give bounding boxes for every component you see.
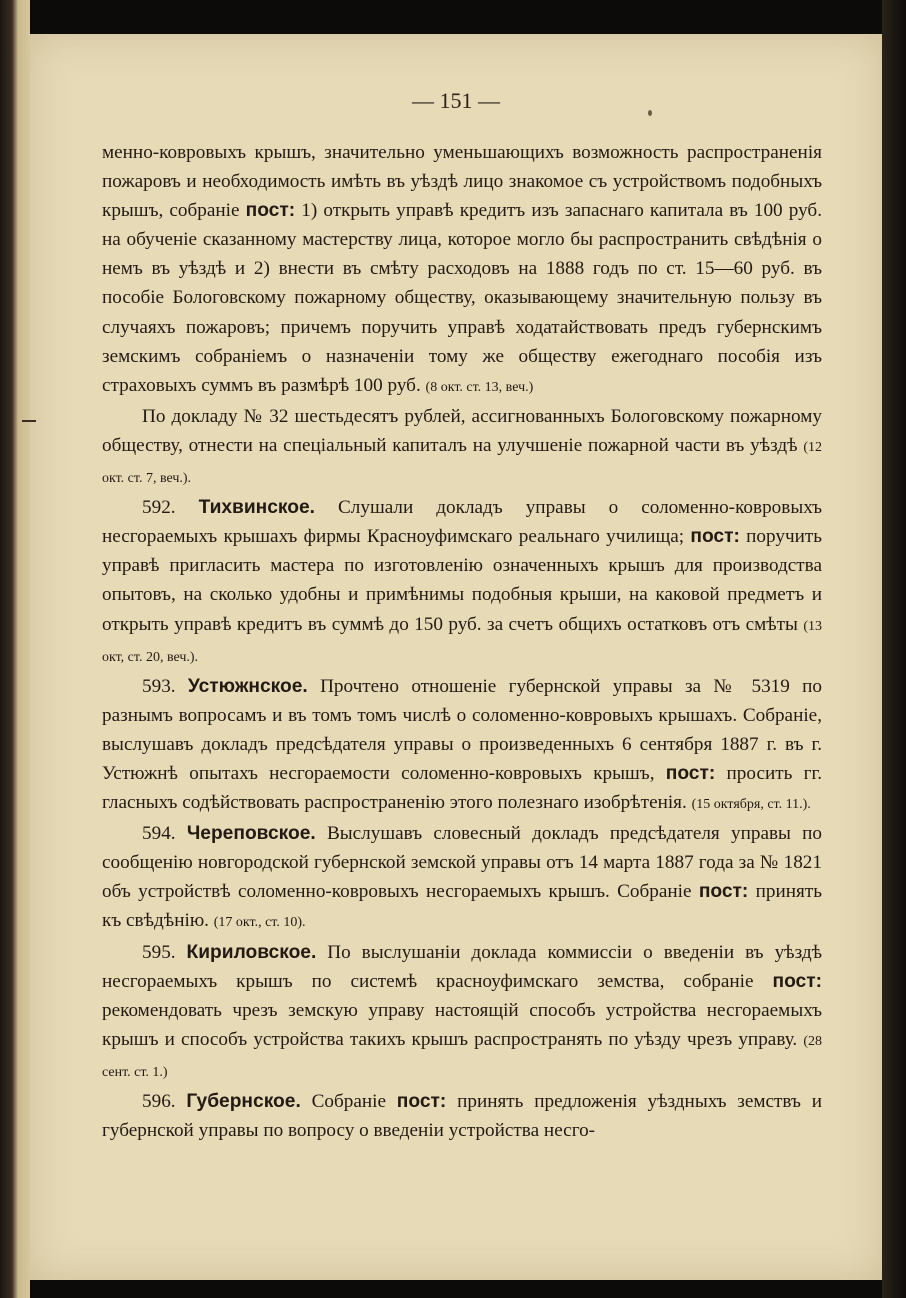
text-run: рекомендовать чрезъ земскую управу настоящій способъ устройства несгораемыхъ крышъ и способъ устройства такихъ крышъ распространять по уѣзду чрезъ управу. xyxy=(102,999,822,1050)
text-run: 595. xyxy=(142,941,187,963)
text-run: принять къ свѣдѣнію. xyxy=(102,881,822,932)
session-reference: (13 окт, ст. 20, веч.). xyxy=(102,618,822,665)
text-run: 593. xyxy=(142,675,188,697)
section-heading: Губернское. xyxy=(186,1091,301,1112)
text-run: Собраніе xyxy=(300,1091,397,1112)
section-heading: Череповское. xyxy=(186,823,316,845)
text-run: 592. xyxy=(142,497,199,519)
section-heading: Тихвинское. xyxy=(198,497,315,519)
margin-mark xyxy=(22,420,36,422)
text-run: 594. xyxy=(142,823,187,845)
paragraph xyxy=(102,402,822,493)
page-text xyxy=(102,138,822,1145)
paragraph xyxy=(102,1087,822,1145)
page-edge xyxy=(882,0,906,1298)
text-run: 596. xyxy=(142,1091,187,1112)
paragraph xyxy=(102,819,822,937)
resolution-marker: пост: xyxy=(690,526,740,548)
text-run: По выслушаніи доклада коммиссіи о введеніи въ уѣздѣ несгораемыхъ крышъ по системѣ красноуфимскаго земства, собраніе xyxy=(102,941,822,992)
text-run: просить гг. гласныхъ содѣйствовать распространенію этого полезнаго изобрѣтенія. xyxy=(102,762,822,814)
text-run: 1) открыть управѣ кредитъ изъ запаснаго капитала въ 100 руб. на обученіе сказанному мастерству лица, которое могло бы распространить свѣдѣнія о немъ въ уѣздѣ и 2) внести въ смѣту расходовъ на 1888 годъ по ст. 15—60 руб. въ пособіе Бологовскому пожарному обществу, оказывающему значительную пользу въ случаяхъ пожаровъ; причемъ поручить управѣ ходатайствовать предъ губернскимъ земскимъ собраніемъ о назначеніи тому же обществу ежегоднаго пособія изъ страховыхъ суммъ въ размѣрѣ 100 руб. xyxy=(102,200,822,396)
text-run: менно-ковровыхъ крышъ, значительно уменьшающихъ возможность распространенія пожаровъ и необходимость имѣть въ уѣздѣ лицо знакомое съ устройствомъ подобныхъ крышъ, собраніе xyxy=(102,142,822,222)
session-reference: (28 сент. ст. 1.) xyxy=(102,1033,822,1080)
text-run: поручить управѣ пригласить мастера по изготовленію означенныхъ крышъ для производства опытовъ, на сколько удобны и примѣнимы подобныя крыши, на каковой предметъ и открыть управѣ кредитъ въ суммѣ до 150 руб. за счетъ общихъ остатковъ отъ смѣты xyxy=(102,526,823,635)
book-page xyxy=(30,34,882,1280)
paragraph xyxy=(102,138,822,402)
text-run: принять предложенія уѣздныхъ земствъ и губернской управы по вопросу о введеніи устройства несго- xyxy=(102,1091,823,1142)
paragraph xyxy=(102,672,822,819)
resolution-marker: пост: xyxy=(665,762,716,784)
resolution-marker: пост: xyxy=(772,970,822,992)
book-spine xyxy=(0,0,30,1298)
text-run: Прочтено отношеніе губернской управы за № 5319 по разнымъ вопросамъ и въ томъ томъ числѣ о соломенно-ковровыхъ крышахъ. Собраніе, выслушавъ докладъ предсѣдателя управы о произведенныхъ 6 сентября 1887 г. въ г. Устюжнѣ опытахъ несгораемости соломенно-ковровыхъ крышъ, xyxy=(102,675,823,784)
resolution-marker: пост: xyxy=(698,881,749,903)
ink-speck xyxy=(648,110,652,116)
session-reference: (17 окт., ст. 10). xyxy=(213,915,306,931)
text-run: Выслушавъ словесный докладъ предсѣдателя управы по сообщенію новгородской губернской земской управы отъ 14 марта 1887 года за № 1821 объ устройствѣ соломенно-ковровыхъ несгораемыхъ крышъ. Собраніе xyxy=(102,823,822,903)
session-reference: (15 октября, ст. 11.). xyxy=(691,797,811,813)
paragraph xyxy=(102,493,822,672)
resolution-marker: пост: xyxy=(396,1091,447,1112)
session-reference: (12 окт. ст. 7, веч.). xyxy=(102,439,822,487)
text-run: По докладу № 32 шестьдесятъ рублей, ассигнованныхъ Бологовскому пожарному обществу, отнести на спеціальный капиталъ на улучшеніе пожарной части въ уѣздѣ xyxy=(102,405,822,456)
resolution-marker: пост: xyxy=(245,200,296,222)
paragraph xyxy=(102,938,822,1087)
page-number: — 151 — xyxy=(412,88,500,113)
session-reference: (8 окт. ст. 13, веч.) xyxy=(425,379,534,395)
section-heading: Кириловское. xyxy=(186,941,317,963)
text-run: Слушали докладъ управы о соломенно-ковровыхъ несгораемыхъ крышахъ фирмы Красноуфимскаго реальнаго училища; xyxy=(102,497,822,548)
section-heading: Устюжнское. xyxy=(187,675,308,697)
